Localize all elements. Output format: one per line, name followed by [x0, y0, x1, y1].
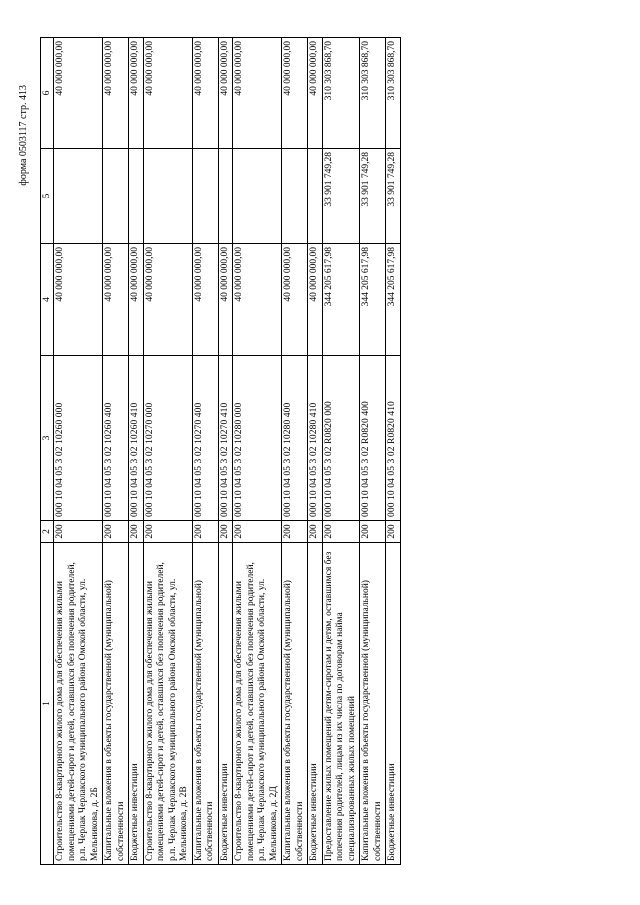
- table-row: [218, 38, 233, 865]
- row-col6: 40 000 000,00: [103, 38, 129, 149]
- row-code: 000 10 04 05 3 02 R0820 410: [386, 356, 401, 521]
- row-name: Капитальные вложения в объекты государственной (муниципальной) собственности: [103, 543, 129, 865]
- col-header-3: 3: [41, 356, 54, 521]
- row-code: 000 10 04 05 3 02 10270 410: [218, 356, 233, 521]
- row-line: 200: [218, 521, 233, 543]
- row-col4: 40 000 000,00: [129, 244, 144, 356]
- row-line: 200: [54, 521, 103, 543]
- row-name: Капитальные вложения в объекты государственной (муниципальной) собственности: [282, 543, 308, 865]
- row-col4: 40 000 000,00: [233, 244, 282, 356]
- row-name: Капитальные вложения в объекты государственной (муниципальной) собственности: [192, 543, 218, 865]
- row-name: Строительство 8-квартирного жилого дома для обеспечения жилыми помещениями детей-сирот и детей, оставшихся без попечения родителей, р.п. Черлак Черлакского муниципального района Омской области, ул. Мельникова, д. 2В: [143, 543, 192, 865]
- row-line: 200: [360, 521, 386, 543]
- table-row: [233, 38, 282, 865]
- table-row: [386, 38, 401, 865]
- row-name: Бюджетные инвестиции: [308, 543, 323, 865]
- row-code: 000 10 04 05 3 02 10270 000: [143, 356, 192, 521]
- form-note: форма 0503117 стр. 413: [18, 85, 29, 186]
- budget-table: [40, 37, 401, 865]
- table-row: [103, 38, 129, 865]
- row-col6: 310 303 868,70: [360, 38, 386, 149]
- row-line: 200: [233, 521, 282, 543]
- row-line: 200: [129, 521, 144, 543]
- row-code: 000 10 04 05 3 02 10260 410: [129, 356, 144, 521]
- row-col5: [233, 149, 282, 244]
- row-col4: 40 000 000,00: [218, 244, 233, 356]
- table-row: [129, 38, 144, 865]
- row-name: Строительство 8-квартирного жилого дома для обеспечения жилыми помещениями детей-сирот и детей, оставшихся без попечения родителей, р.п. Черлак Черлакского муниципального района Омской области, ул. Мельникова, д. 2Д: [233, 543, 282, 865]
- row-code: 000 10 04 05 3 02 10270 400: [192, 356, 218, 521]
- row-line: 200: [103, 521, 129, 543]
- col-header-2: 2: [41, 521, 54, 543]
- row-name: Бюджетные инвестиции: [129, 543, 144, 865]
- row-code: 000 10 04 05 3 02 10280 410: [308, 356, 323, 521]
- row-col6: 310 303 868,70: [386, 38, 401, 149]
- table-row: [192, 38, 218, 865]
- table-row: [282, 38, 308, 865]
- table-row: [360, 38, 386, 865]
- row-col5: [192, 149, 218, 244]
- row-col6: 40 000 000,00: [218, 38, 233, 149]
- row-col6: 40 000 000,00: [54, 38, 103, 149]
- row-code: 000 10 04 05 3 02 10260 400: [103, 356, 129, 521]
- row-col6: 40 000 000,00: [129, 38, 144, 149]
- row-line: 200: [322, 521, 360, 543]
- row-col4: 40 000 000,00: [282, 244, 308, 356]
- row-col4: 40 000 000,00: [103, 244, 129, 356]
- row-name: Предоставление жилых помещений детям-сиротам и детям, оставшимся без попечения родителей, лицам из их числа по договорам найма специализированных жилых помещений: [322, 543, 360, 865]
- row-line: 200: [282, 521, 308, 543]
- row-name: Строительство 8-квартирного жилого дома для обеспечения жилыми помещениями детей-сирот и детей, оставшихся без попечения родителей, р.п. Черлак Черлакского муниципального района Омской области, ул. Мельникова, д. 2Б: [54, 543, 103, 865]
- row-col5: 33 901 749,28: [386, 149, 401, 244]
- row-col6: 40 000 000,00: [282, 38, 308, 149]
- header-row: [41, 38, 54, 865]
- row-col4: 40 000 000,00: [192, 244, 218, 356]
- row-code: 000 10 04 05 3 02 R0820 400: [360, 356, 386, 521]
- row-name: Капитальные вложения в объекты государственной (муниципальной) собственности: [360, 543, 386, 865]
- row-col5: [308, 149, 323, 244]
- row-col5: 33 901 749,28: [322, 149, 360, 244]
- row-code: 000 10 04 05 3 02 10280 000: [233, 356, 282, 521]
- row-col5: [218, 149, 233, 244]
- row-col5: [282, 149, 308, 244]
- row-line: 200: [308, 521, 323, 543]
- row-code: 000 10 04 05 3 02 10280 400: [282, 356, 308, 521]
- row-col6: 40 000 000,00: [308, 38, 323, 149]
- row-code: 000 10 04 05 3 02 R0820 000: [322, 356, 360, 521]
- row-col5: [103, 149, 129, 244]
- col-header-1: 1: [41, 543, 54, 865]
- row-col6: 40 000 000,00: [233, 38, 282, 149]
- row-col5: [129, 149, 144, 244]
- table-row: [308, 38, 323, 865]
- row-name: Бюджетные инвестиции: [386, 543, 401, 865]
- row-line: 200: [386, 521, 401, 543]
- row-col4: 344 205 617,98: [322, 244, 360, 356]
- table-row: [143, 38, 192, 865]
- row-col4: 40 000 000,00: [143, 244, 192, 356]
- row-col6: 310 303 868,70: [322, 38, 360, 149]
- row-col6: 40 000 000,00: [143, 38, 192, 149]
- row-col4: 344 205 617,98: [360, 244, 386, 356]
- row-col4: 40 000 000,00: [54, 244, 103, 356]
- row-col4: 40 000 000,00: [308, 244, 323, 356]
- row-line: 200: [143, 521, 192, 543]
- table-row: [322, 38, 360, 865]
- row-col5: [54, 149, 103, 244]
- row-col5: [143, 149, 192, 244]
- col-header-4: 4: [41, 244, 54, 356]
- row-col6: 40 000 000,00: [192, 38, 218, 149]
- row-line: 200: [192, 521, 218, 543]
- row-code: 000 10 04 05 3 02 10260 000: [54, 356, 103, 521]
- row-col4: 344 205 617,98: [386, 244, 401, 356]
- col-header-6: 6: [41, 38, 54, 149]
- table-row: [54, 38, 103, 865]
- col-header-5: 5: [41, 149, 54, 244]
- row-name: Бюджетные инвестиции: [218, 543, 233, 865]
- row-col5: 33 901 749,28: [360, 149, 386, 244]
